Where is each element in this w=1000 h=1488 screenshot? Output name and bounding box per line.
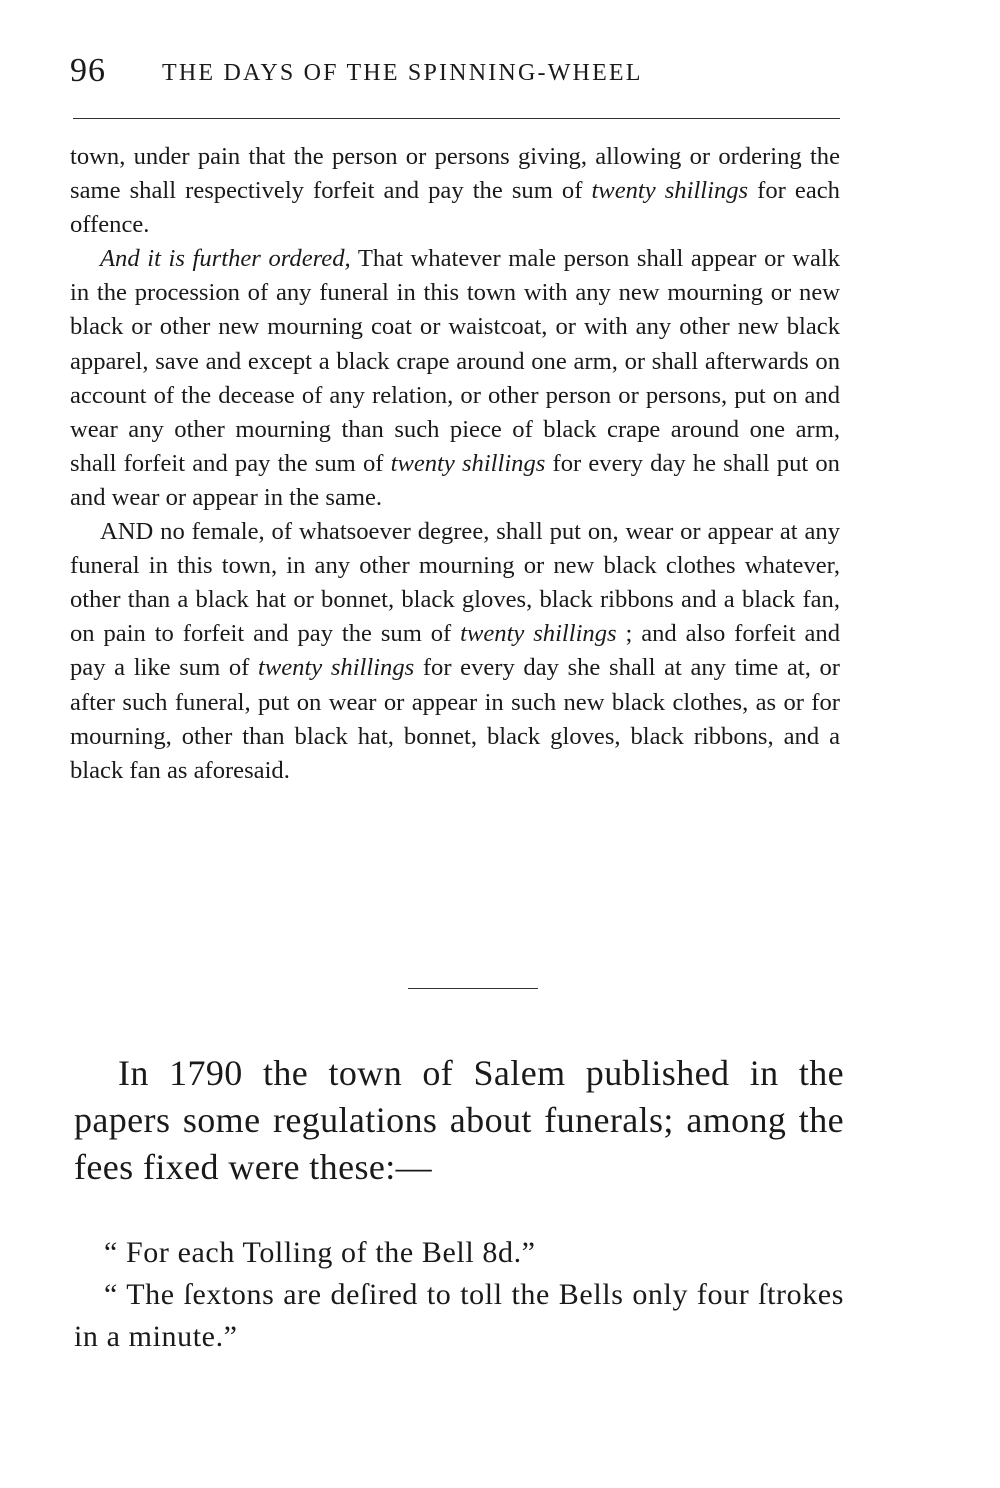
paragraph-male-mourning: And it is further ordered, That whatever male person shall appear or walk in the procession of any funeral in this town with any new mourning or new black or other new mourning coat or waistcoat, or with any other new black apparel, save and except a black crape around one arm, or shall afterwards on account of the decease of any relation, or other person or persons, put on and wear any other mourning than such piece of black crape around one arm, shall forfeit and pay the sum of twenty shillings for every day he shall put on and wear or appear in the same. [70, 245, 840, 511]
section-divider [408, 988, 538, 989]
paragraph-offence: town, under pain that the person or persons giving, allowing or ordering the same shall respectively forfeit and pay the sum of twenty shillings for each offence. [70, 143, 840, 239]
italic-amount: twenty shillings [258, 654, 415, 682]
italic-amount: twenty shillings [390, 449, 546, 477]
italic-lead: And it is further ordered, [100, 245, 351, 273]
regulations-text [70, 140, 840, 788]
italic-amount: twenty shillings [591, 177, 749, 205]
page-number: 96 [70, 52, 106, 89]
running-head [70, 52, 840, 100]
quote-sextons: “ The ſextons are deſired to toll the Bells only four ſtrokes in a minute.” [74, 1278, 844, 1353]
salem-paragraph: In 1790 the town of Salem published in the papers some regulations about funerals; among the fees fixed were these:— [74, 1053, 844, 1187]
header-rule [73, 118, 840, 119]
running-title: THE DAYS OF THE SPINNING-WHEEL [162, 60, 643, 86]
italic-amount: twenty shillings [460, 620, 617, 648]
quoted-fees [74, 1232, 844, 1358]
paragraph-female-mourning: AND no female, of whatsoever degree, shall put on, wear or appear at any funeral in this town, in any other mourning or new black clothes whatever, other than a black hat or bonnet, black gloves, black ribbons and a black fan, on pain to forfeit and pay the sum of twenty shillings ; and also forfeit and pay a like sum of twenty shillings for every day she shall at any time at, or after such funeral, put on wear or appear in such new black clothes, as or for mourning, other than black hat, bonnet, black gloves, black ribbons, and a black fan as aforesaid. [70, 518, 840, 784]
quote-tolling-fee: “ For each Tolling of the Bell 8d.” [104, 1236, 536, 1269]
salem-paragraph-block [74, 1050, 844, 1191]
